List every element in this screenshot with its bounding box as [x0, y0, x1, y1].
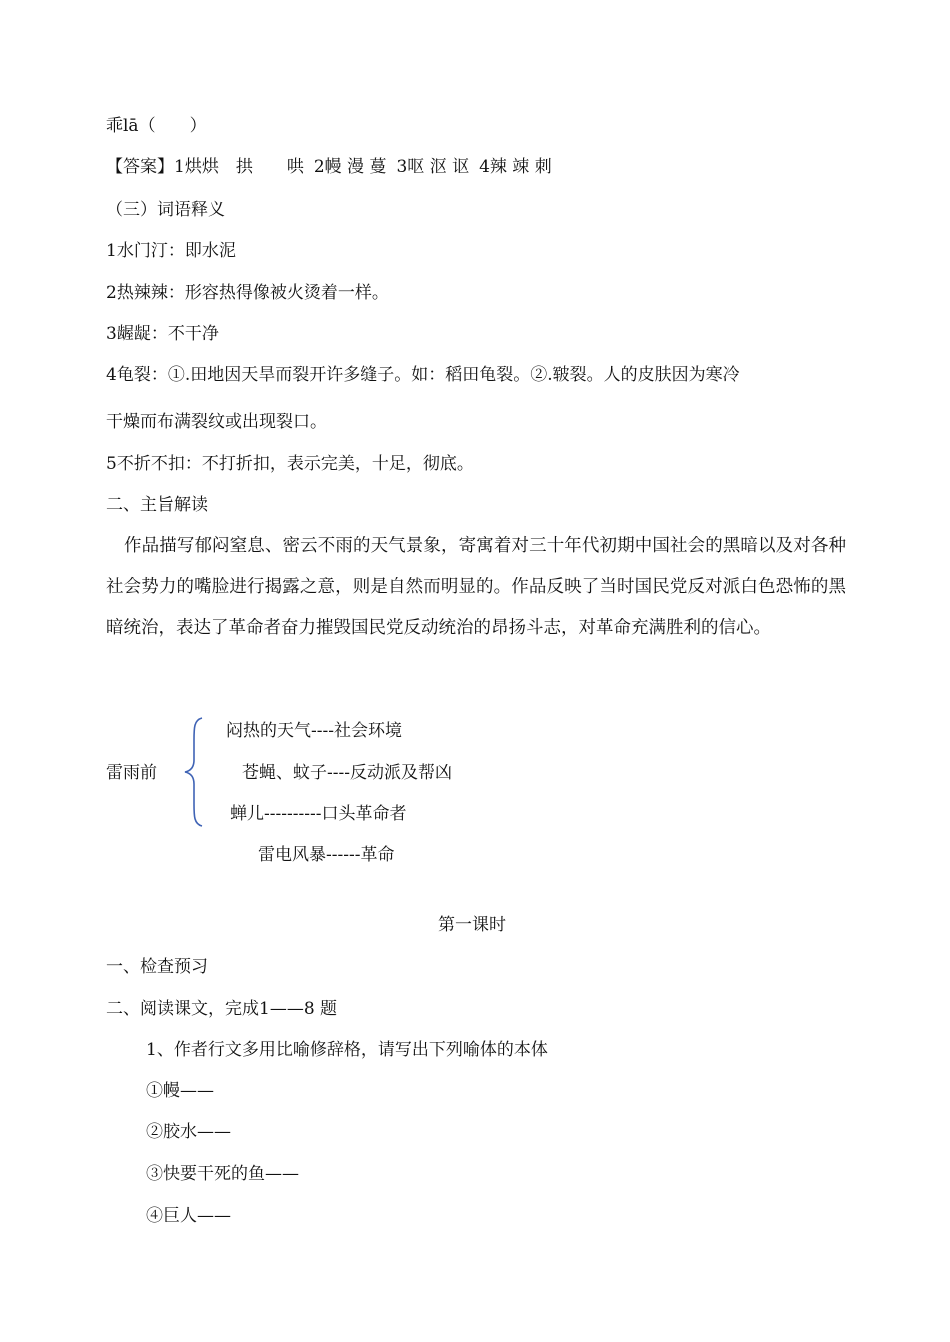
- step-heading: 二、阅读课文，完成1——8 题: [106, 999, 338, 1019]
- theme-paragraph: 作品描写郁闷窒息、密云不雨的天气景象，寄寓着对三十年代初期中国社会的黑暗以及对各种社会势力的嘴脸进行揭露之意，则是自然而明显的。作品反映了当时国民党反对派白色恐怖的黑暗统治，表达了革命者奋力摧毁国民党反动统治的昂扬斗志，对革命充满胜利的信心。: [106, 536, 846, 638]
- question-item: ①幔——: [146, 1081, 214, 1101]
- brace-path: [185, 718, 202, 826]
- answer-line: [106, 156, 552, 178]
- definition-item: 1水门汀：即水泥: [106, 241, 236, 261]
- answer-group: 4辣 竦 刺: [479, 157, 552, 177]
- section-heading-theme: 二、主旨解读: [106, 495, 208, 515]
- definition-item: 2热辣辣：形容热得像被火烫着一样。: [106, 283, 389, 303]
- question-item: ③快要干死的鱼——: [146, 1164, 299, 1184]
- answer-group: 1烘烘 拱 哄: [174, 157, 304, 177]
- answer-prefix: 【答案】: [106, 157, 174, 177]
- pinyin-line: 乖lā（ ）: [106, 116, 207, 136]
- diagram-branch: 闷热的天气----社会环境: [226, 721, 402, 741]
- answer-group: 2幔 漫 蔓: [313, 157, 387, 177]
- answer-group: 3呕 沤 讴: [396, 157, 470, 177]
- question-item: ④巨人——: [146, 1206, 231, 1226]
- diagram-root: 雷雨前: [106, 763, 157, 783]
- curly-brace-icon: [182, 716, 206, 828]
- step-heading: 一、检查预习: [106, 957, 208, 977]
- definition-item: 3龌龊：不干净: [106, 324, 219, 344]
- question-text: 1、作者行文多用比喻修辞格，请写出下列喻体的本体: [146, 1040, 548, 1060]
- diagram-extra: 雷电风暴------革命: [258, 845, 395, 865]
- definition-item: 干燥而布满裂纹或出现裂口。: [106, 412, 327, 432]
- diagram-branch: 苍蝇、蚊子----反动派及帮凶: [242, 763, 452, 783]
- section-heading-vocab: （三）词语释义: [106, 200, 225, 220]
- definition-item: 4龟裂：①.田地因天旱而裂开许多缝子。如：稻田龟裂。②.皲裂。人的皮肤因为寒冷: [106, 365, 740, 385]
- question-item: ②胶水——: [146, 1122, 231, 1142]
- lesson-title: 第一课时: [438, 915, 506, 935]
- definition-item: 5不折不扣：不打折扣，表示完美，十足，彻底。: [106, 454, 474, 474]
- diagram-branch: 蝉儿----------口头革命者: [230, 804, 407, 824]
